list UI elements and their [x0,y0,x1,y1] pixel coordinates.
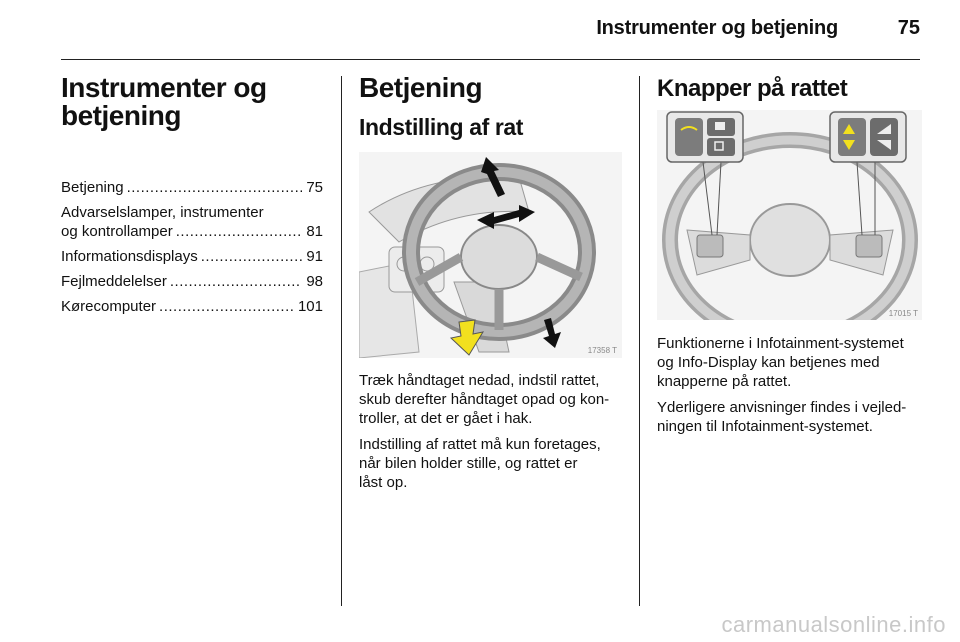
toc-entry[interactable] [61,178,323,197]
toc-leader-dots [170,272,302,291]
table-of-contents [61,178,323,316]
header-rule [61,59,920,60]
middle-column [359,74,624,140]
left-column [61,74,323,322]
steering-buttons-illustration [657,110,922,320]
running-header-title: Instrumenter og betjening [596,17,838,39]
chapter-title: Instrumenter og betjening [61,72,267,131]
toc-page-number: 91 [306,248,323,265]
toc-entry-title: Betjening [61,179,124,196]
toc-page-number: 101 [297,298,323,315]
paragraph-1: Træk håndtaget nedad, indstil rattet, skub derefter håndtaget opad og kon- troller, at det er gået i hak. [359,372,610,427]
steering-adjust-figure [359,152,622,358]
toc-leader-dots [201,247,303,266]
right-body [657,334,929,443]
toc-leader-dots [127,178,303,197]
middle-body [359,371,629,499]
paragraph-3: Funktionerne i Infotainment-systemet og Info-Display kan betjenes med knapperne på rattet. [657,335,904,390]
toc-entry-title: Informationsdisplays [61,248,198,265]
toc-entry[interactable] [61,272,323,291]
section-heading-right: Knapper på rattet [657,75,848,102]
toc-page-number: 98 [306,273,323,290]
right-column [657,74,927,104]
toc-leader-dots [159,297,294,316]
toc-entry[interactable] [61,203,323,241]
steering-buttons-figure [657,110,922,320]
column-divider-2 [639,76,640,606]
steering-wheel-illustration [359,152,622,358]
page-number: 75 [897,17,920,39]
column-divider-1 [341,76,342,606]
figure-label-right: 17015 T [888,309,918,318]
toc-entry[interactable] [61,297,323,316]
toc-entry[interactable] [61,247,323,266]
toc-entry-title: Fejlmeddelelser [61,273,167,290]
toc-page-number: 81 [306,223,323,240]
section-heading: Betjening [359,72,483,103]
subsection-heading: Indstilling af rat [359,114,524,140]
toc-entry-title-line: Advarselslamper, instrumenter [61,204,264,221]
toc-entry-title: Kørecomputer [61,298,157,315]
toc-leader-dots [176,222,303,241]
paragraph-4: Yderligere anvisninger findes i vejled- ningen til Infotainment-systemet. [657,399,907,435]
toc-page-number: 75 [306,179,323,196]
paragraph-2: Indstilling af rattet må kun foretages, når bilen holder stille, og rattet er låst op. [359,436,601,491]
watermark: carmanualsonline.info [721,612,946,637]
toc-entry-title: og kontrollamper [61,223,173,240]
figure-label: 17358 T [587,346,617,355]
